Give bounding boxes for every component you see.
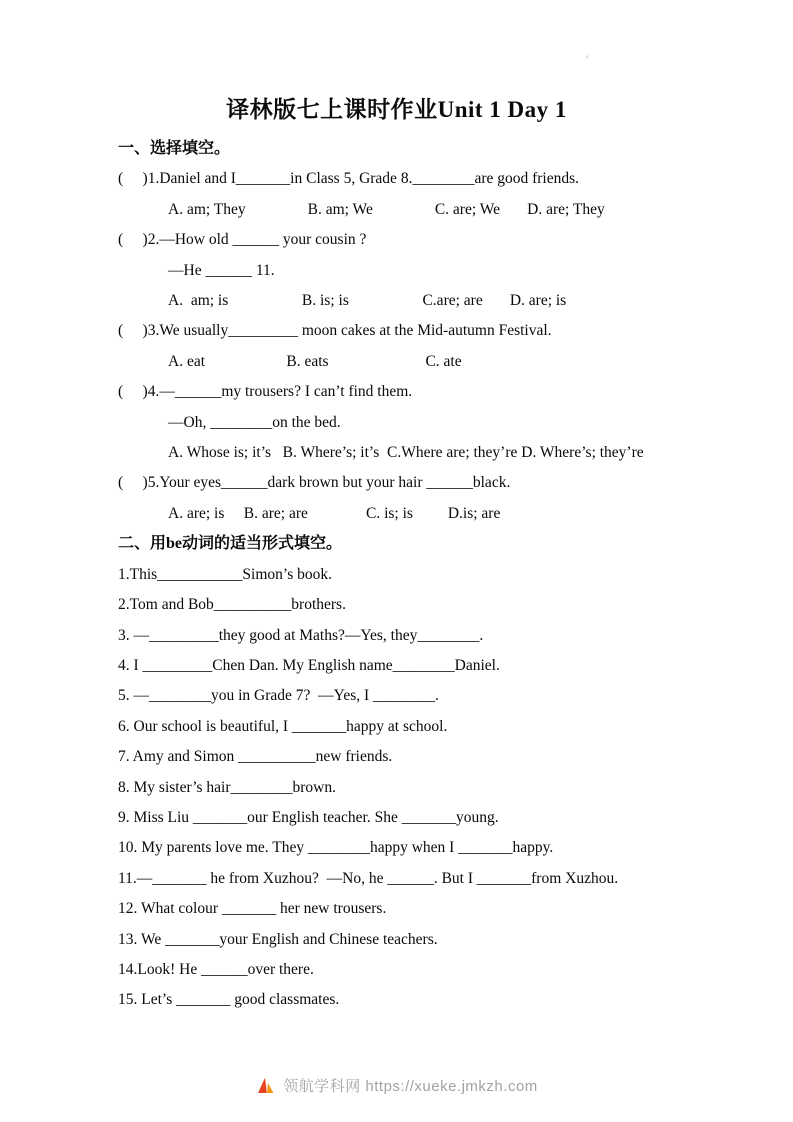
question-2-continuation: —He ______ 11. [168,261,275,279]
stray-mark: ' [586,52,589,67]
worksheet-title: 译林版七上课时作业Unit 1 Day 1 [226,97,567,122]
footer-site-text: 领航学科网 https://xueke.jmkzh.com [283,1078,538,1095]
exercise-item-11: 11.—_______ he from Xuzhou? —No, he ______. But I _______from Xuzhou. [118,869,619,887]
exercise-item-3: 3. —_________they good at Maths?—Yes, they________. [118,626,484,644]
exercise-item-13: 13. We _______your English and Chinese teachers. [118,930,438,948]
site-logo-icon [255,1075,276,1096]
question-4-options: A. Whose is; it’s B. Where’s; it’s C.Where are; they’re D. Where’s; they’re [168,444,644,462]
exercise-item-5: 5. —________you in Grade 7? —Yes, I ________. [118,687,439,705]
exercise-item-4: 4. I _________Chen Dan. My English name________Daniel. [118,656,500,674]
exercise-item-9: 9. Miss Liu _______our English teacher. She _______young. [118,808,499,826]
section-one-heading: 一、选择填空。 [118,140,231,157]
exercise-item-10: 10. My parents love me. They ________happy when I _______happy. [118,839,554,857]
question-5-stem: ( )5.Your eyes______dark brown but your hair ______black. [118,474,511,492]
question-3-options: A. eat B. eats C. ate [168,352,462,370]
worksheet-body [0,134,793,1016]
question-1-stem: ( )1.Daniel and I_______in Class 5, Grade 8.________are good friends. [118,170,580,188]
exercise-item-8: 8. My sister’s hair________brown. [118,778,336,796]
question-5-options: A. are; is B. are; are C. is; is D.is; are [168,504,501,522]
question-1-options: A. am; They B. am; We C. are; We D. are; They [168,200,605,218]
exercise-item-1: 1.This___________Simon’s book. [118,565,333,583]
question-2-options: A. am; is B. is; is C.are; are D. are; is [168,292,567,310]
question-3-stem: ( )3.We usually_________ moon cakes at the Mid-autumn Festival. [118,322,552,340]
exercise-item-6: 6. Our school is beautiful, I _______happy at school. [118,717,448,735]
exercise-item-15: 15. Let’s _______ good classmates. [118,991,340,1009]
question-4-stem: ( )4.—______my trousers? I can’t find them. [118,383,413,401]
page-footer [0,1075,793,1096]
exercise-item-12: 12. What colour _______ her new trousers. [118,900,387,918]
exercise-item-2: 2.Tom and Bob__________brothers. [118,596,346,614]
exercise-item-14: 14.Look! He ______over there. [118,960,314,978]
question-2-stem: ( )2.—How old ______ your cousin ? [118,231,367,249]
section-two-heading: 二、用be动词的适当形式填空。 [118,535,343,553]
question-4-continuation: —Oh, ________on the bed. [168,413,341,431]
exercise-item-7: 7. Amy and Simon __________new friends. [118,748,393,766]
